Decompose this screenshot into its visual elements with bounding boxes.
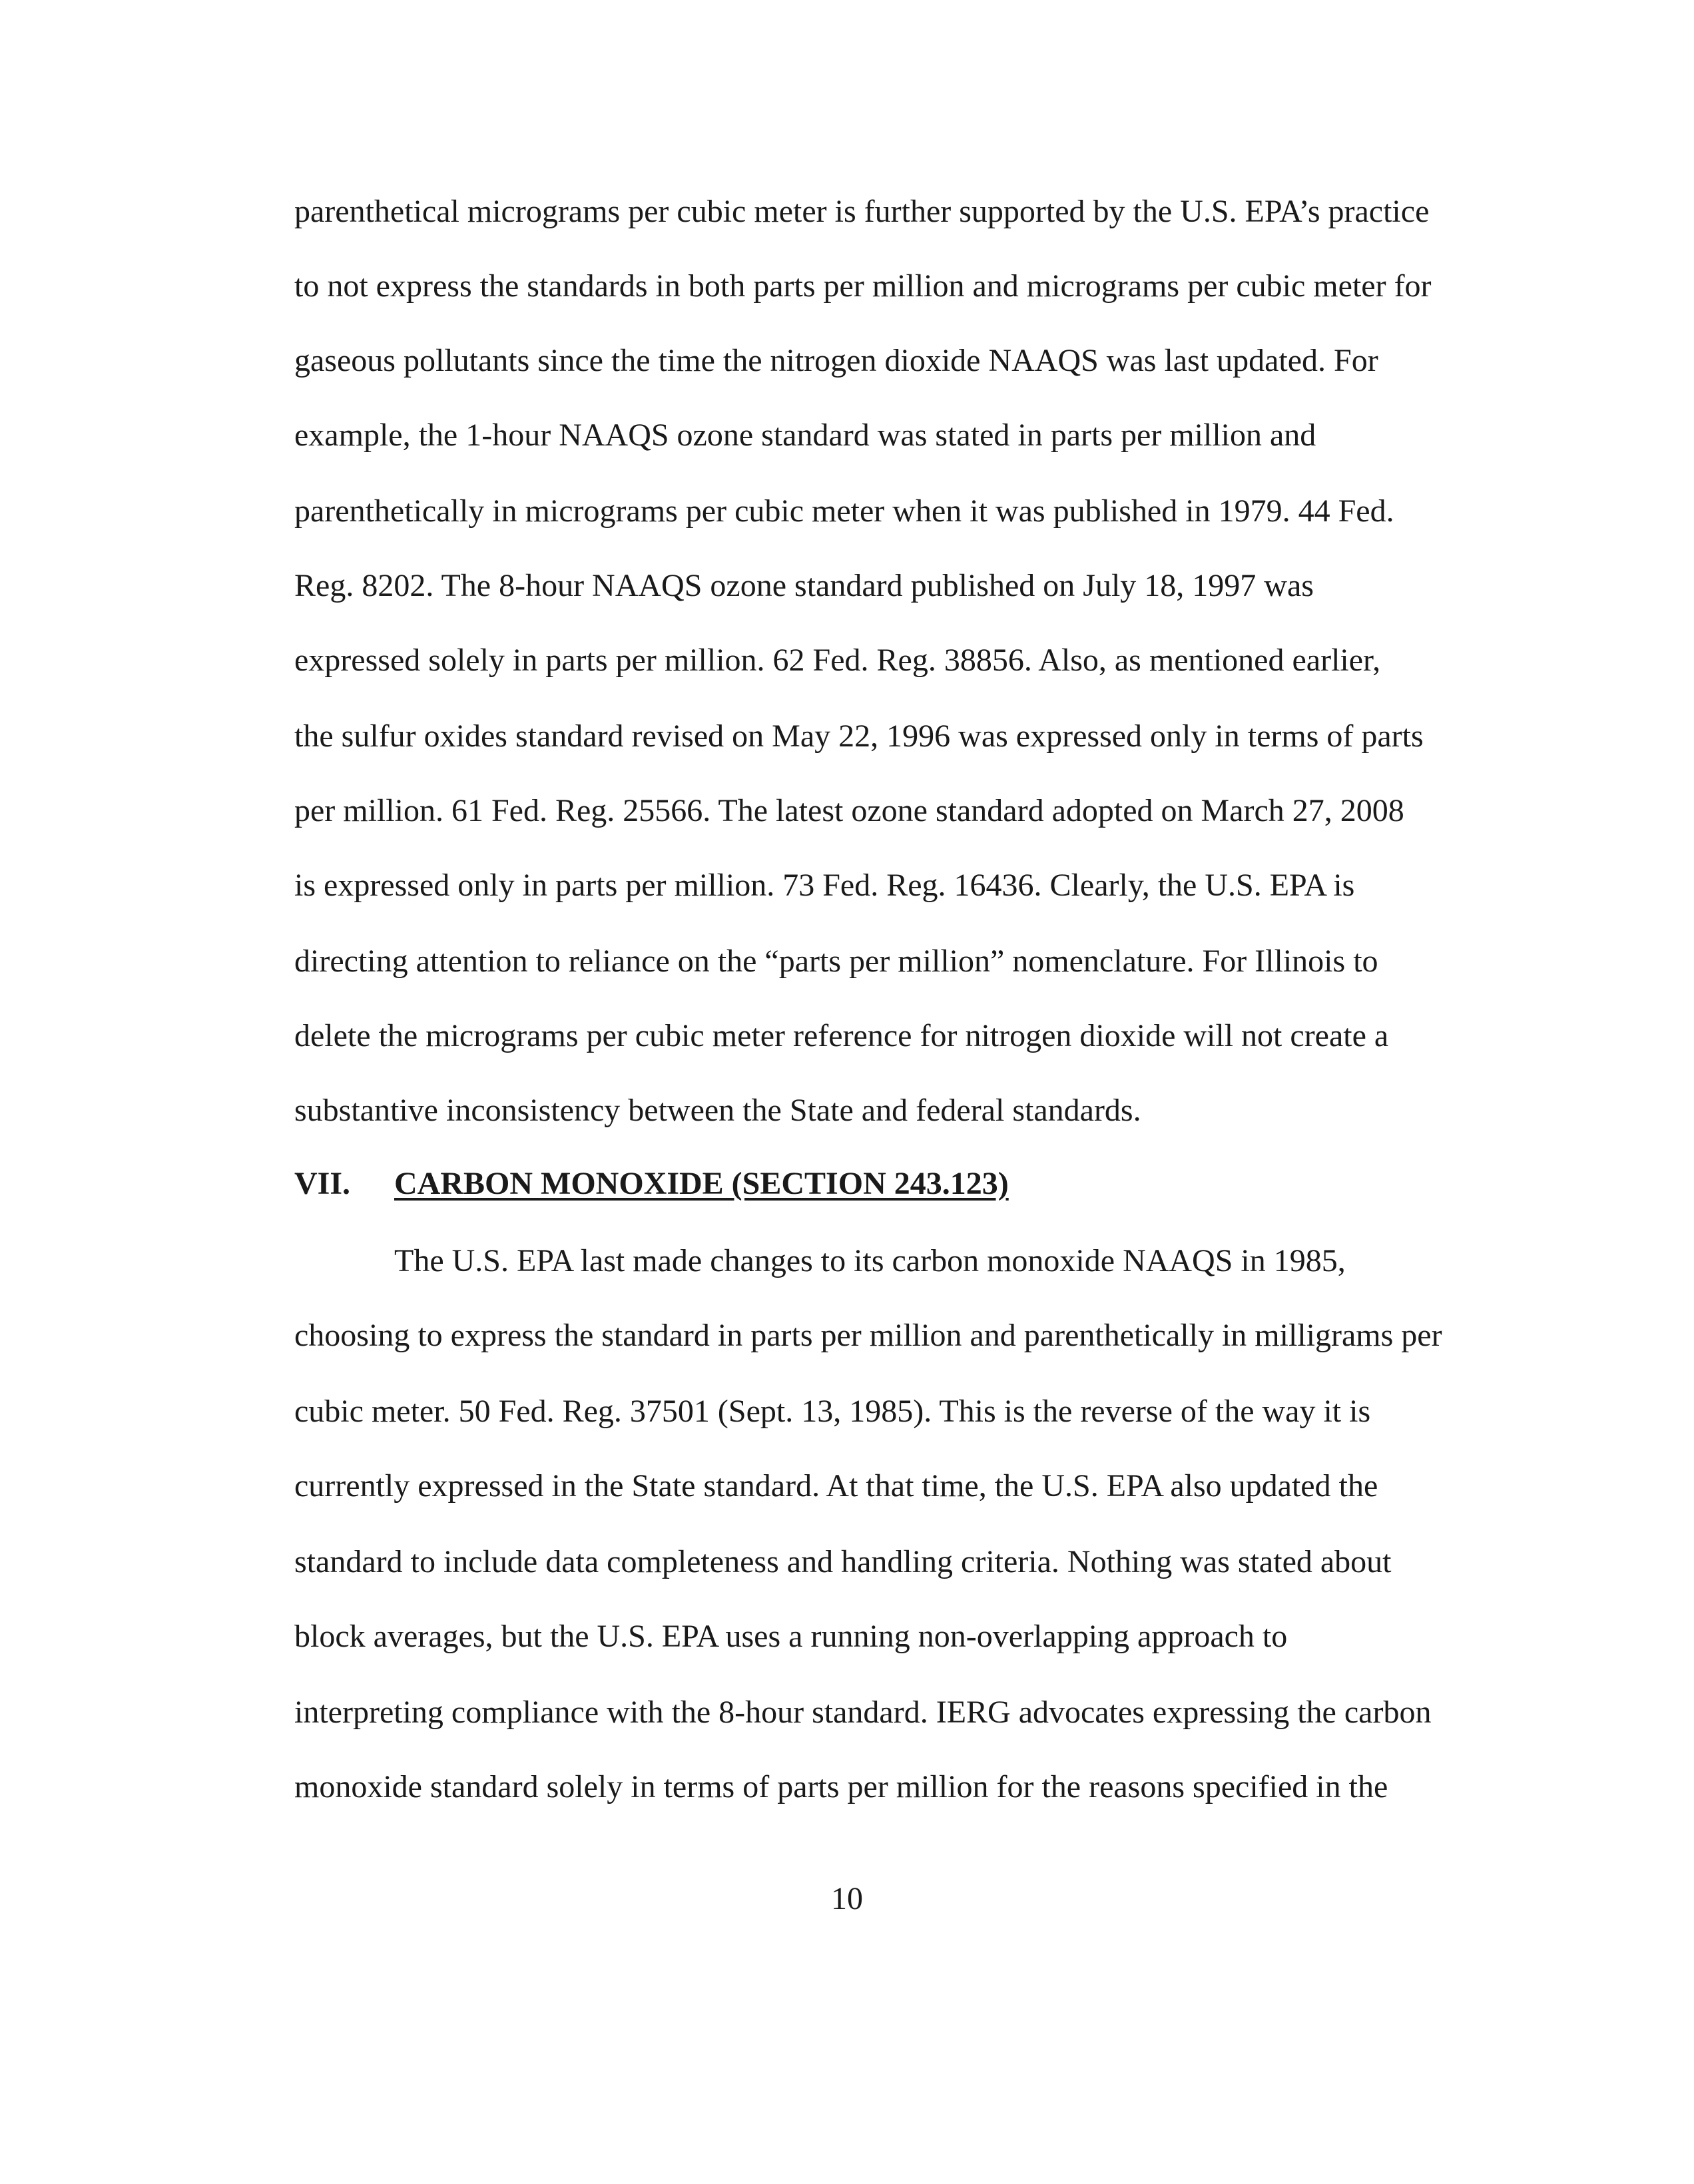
paragraph-line: choosing to express the standard in parts per million and parenthetically in milligrams per — [294, 1318, 1442, 1353]
section-heading — [294, 1164, 1009, 1204]
paragraph-line: parenthetically in micrograms per cubic meter when it was published in 1979. 44 Fed. — [294, 493, 1394, 529]
paragraph-line: currently expressed in the State standard. At that time, the U.S. EPA also updated the — [294, 1468, 1378, 1503]
paragraph-line: is expressed only in parts per million. 73 Fed. Reg. 16436. Clearly, the U.S. EPA is — [294, 868, 1355, 903]
section-title: CARBON MONOXIDE (SECTION 243.123) — [394, 1166, 1009, 1201]
paragraph-line: directing attention to reliance on the “parts per million” nomenclature. For Illinois to — [294, 944, 1378, 979]
paragraph-line: cubic meter. 50 Fed. Reg. 37501 (Sept. 13, 1985). This is the reverse of the way it is — [294, 1394, 1371, 1429]
paragraph-line: substantive inconsistency between the State and federal standards. — [294, 1093, 1141, 1128]
paragraph-line: The U.S. EPA last made changes to its carbon monoxide NAAQS in 1985, — [394, 1243, 1346, 1278]
paragraph-line: Reg. 8202. The 8-hour NAAQS ozone standard published on July 18, 1997 was — [294, 568, 1314, 603]
paragraph-line: interpreting compliance with the 8-hour standard. IERG advocates expressing the carbon — [294, 1695, 1432, 1730]
paragraph-line: parenthetical micrograms per cubic meter is further supported by the U.S. EPA’s practice — [294, 194, 1430, 229]
page-number: 10 — [831, 1881, 863, 1916]
section-number: VII. — [294, 1166, 351, 1201]
paragraph-line: per million. 61 Fed. Reg. 25566. The latest ozone standard adopted on March 27, 2008 — [294, 793, 1404, 828]
paragraph-line: example, the 1-hour NAAQS ozone standard was stated in parts per million and — [294, 417, 1316, 453]
paragraph-line: the sulfur oxides standard revised on May 22, 1996 was expressed only in terms of parts — [294, 718, 1424, 754]
paragraph-line: delete the micrograms per cubic meter reference for nitrogen dioxide will not create a — [294, 1018, 1389, 1053]
paragraph-line: block averages, but the U.S. EPA uses a running non-overlapping approach to — [294, 1619, 1288, 1654]
paragraph-line: expressed solely in parts per million. 62 Fed. Reg. 38856. Also, as mentioned earlier, — [294, 643, 1381, 678]
paragraph-line: monoxide standard solely in terms of parts per million for the reasons specified in the — [294, 1769, 1388, 1804]
paragraph-line: standard to include data completeness and handling criteria. Nothing was stated about — [294, 1544, 1392, 1579]
paragraph-line: to not express the standards in both parts per million and micrograms per cubic meter for — [294, 268, 1432, 304]
paragraph-line: gaseous pollutants since the time the nitrogen dioxide NAAQS was last updated. For — [294, 343, 1378, 378]
